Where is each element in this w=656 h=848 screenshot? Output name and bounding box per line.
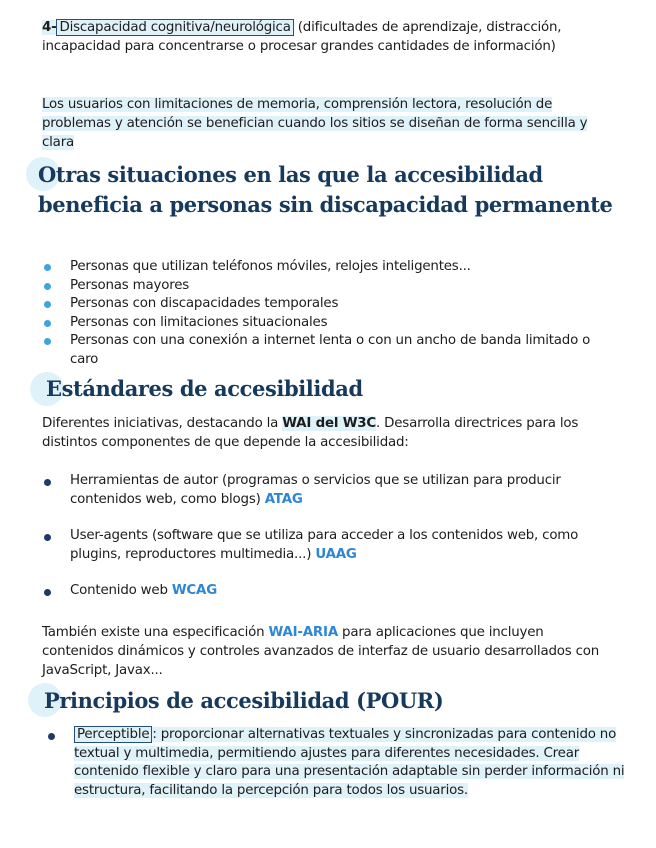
- section-number: 4-: [42, 20, 57, 35]
- bullet-icon: [44, 264, 51, 271]
- atag-tag: ATAG: [264, 491, 303, 507]
- list-item: Personas con discapacidades temporales: [42, 295, 622, 314]
- cognitive-paragraph: [42, 95, 607, 152]
- section-title: Discapacidad cognitiva/neurológica: [56, 19, 293, 36]
- cognitive-paragraph-text: Los usuarios con limitaciones de memoria, comprensión lectora, resolución de problemas y atención se benefician cuando los sitios se diseñan de forma sencilla y clara: [42, 97, 588, 150]
- list-item: Perceptible : proporcionar alternativas textuales y sincronizadas para contenido no textual y multimedia, permitiendo ajustes para diferentes necesidades. Crear contenido flexible y claro para una presentación adaptable sin perder información ni estructura, facilitando la percepción para todos los usuarios.: [46, 726, 631, 800]
- other-situations-list: [42, 258, 622, 369]
- wai-highlight: WAI del W3C: [282, 416, 377, 431]
- bullet-icon: [44, 320, 51, 327]
- bullet-icon: [44, 479, 51, 486]
- cognitive-disability-paragraph: [42, 18, 607, 56]
- principles-list: [46, 726, 631, 800]
- bullet-icon: [44, 534, 51, 541]
- bullet-icon: [44, 589, 51, 596]
- standards-intro: Diferentes iniciativas, destacando la WAI del W3C. Desarrolla directrices para los distintos componentes de que depende la accesibilidad:: [42, 416, 579, 450]
- bullet-icon: [44, 338, 51, 345]
- list-item: Personas mayores: [42, 277, 622, 296]
- list-item: Personas que utilizan teléfonos móviles, relojes inteligentes...: [42, 258, 622, 277]
- heading-standards: Estándares de accesibilidad: [46, 376, 363, 401]
- bullet-icon: [44, 301, 51, 308]
- list-item: Contenido web WCAG: [42, 582, 622, 601]
- wcag-tag: WCAG: [171, 583, 217, 598]
- section-description: (dificultades de aprendizaje, distracción, incapacidad para concentrarse o procesar grandes cantidades de información): [42, 20, 562, 54]
- bullet-icon: [44, 283, 51, 290]
- list-item: Herramientas de autor (programas o servicios que se utilizan para producir contenidos web, como blogs) ATAG: [42, 472, 622, 509]
- list-item: Personas con limitaciones situacionales: [42, 314, 622, 333]
- principle-term: Perceptible: [74, 726, 152, 743]
- list-item: Personas con una conexión a internet lenta o con un ancho de banda limitado o caro: [42, 332, 622, 369]
- aria-paragraph: También existe una especificación WAI-ARIA para aplicaciones que incluyen contenidos dinámicos y controles avanzados de interfaz de usuario desarrollados con JavaScript, Javax...: [42, 625, 600, 678]
- bullet-icon: [48, 733, 55, 740]
- heading-principles: Principios de accesibilidad (POUR): [44, 688, 444, 713]
- wai-aria-tag: WAI-ARIA: [268, 625, 338, 640]
- heading-other-situations: Otras situaciones en las que la accesibilidad beneficia a personas sin discapacidad permanente: [38, 162, 613, 217]
- standards-list: [42, 472, 622, 601]
- list-item: User-agents (software que se utiliza para acceder a los contenidos web, como plugins, reproductores multimedia...) UAAG: [42, 527, 622, 564]
- uaag-tag: UAAG: [315, 546, 357, 562]
